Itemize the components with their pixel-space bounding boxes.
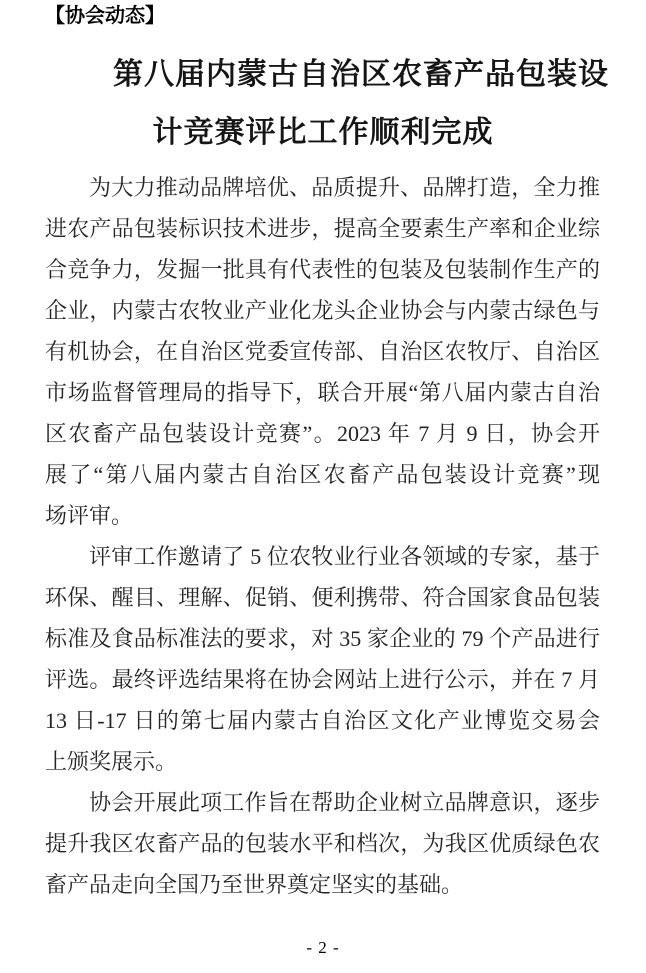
body-line: 环保、醒目、理解、促销、便利携带、符合国家食品包装: [45, 585, 600, 610]
body-line: 市场监督管理局的指导下，联合开展“第八届内蒙古自治: [45, 380, 600, 405]
body-line: 有机协会，在自治区党委宣传部、自治区农牧厅、自治区: [45, 339, 600, 364]
section-tag: 【协会动态】: [45, 5, 165, 27]
paragraph-1: [45, 167, 600, 536]
body-line: 为大力推动品牌培优、品质提升、品牌打造，全力推: [89, 175, 600, 200]
paragraph-2: [45, 536, 600, 782]
article-title-line-1: 第八届内蒙古自治区农畜产品包装设: [113, 58, 609, 91]
body-line: 进农产品包装标识技术进步，提高全要素生产率和企业综: [45, 216, 600, 241]
body-line: 提升我区农畜产品的包装水平和档次，为我区优质绿色农: [45, 831, 600, 856]
body-line: 标准及食品标准法的要求，对 35 家企业的 79 个产品进行: [45, 626, 600, 651]
body-line: 展了“第八届内蒙古自治区农畜产品包装设计竞赛”现: [45, 462, 600, 487]
article-title-line-2: 计竞赛评比工作顺利完成: [152, 116, 494, 149]
body-line: 协会开展此项工作旨在帮助企业树立品牌意识，逐步: [89, 790, 600, 815]
body-line: 场评审。: [45, 503, 134, 528]
body-line: 评选。最终评选结果将在协会网站上进行公示，并在 7 月: [45, 667, 600, 692]
body-line: 畜产品走向全国乃至世界奠定坚实的基础。: [45, 872, 464, 897]
page-number: - 2 -: [306, 938, 340, 957]
body-line: 企业，内蒙古农牧业产业化龙头企业协会与内蒙古绿色与: [45, 298, 600, 323]
body-line: 上颁奖展示。: [45, 749, 178, 774]
body-line: 合竞争力，发掘一批具有代表性的包装及包装制作生产的: [45, 257, 600, 282]
body-line: 评审工作邀请了 5 位农牧业行业各领域的专家，基于: [89, 544, 600, 569]
paragraph-3: [45, 782, 600, 905]
article-body: [45, 167, 600, 905]
body-line: 区农畜产品包装设计竞赛”。2023 年 7 月 9 日，协会开: [45, 421, 600, 446]
body-line: 13 日-17 日的第七届内蒙古自治区文化产业博览交易会: [45, 708, 600, 733]
article-title: [0, 46, 646, 162]
